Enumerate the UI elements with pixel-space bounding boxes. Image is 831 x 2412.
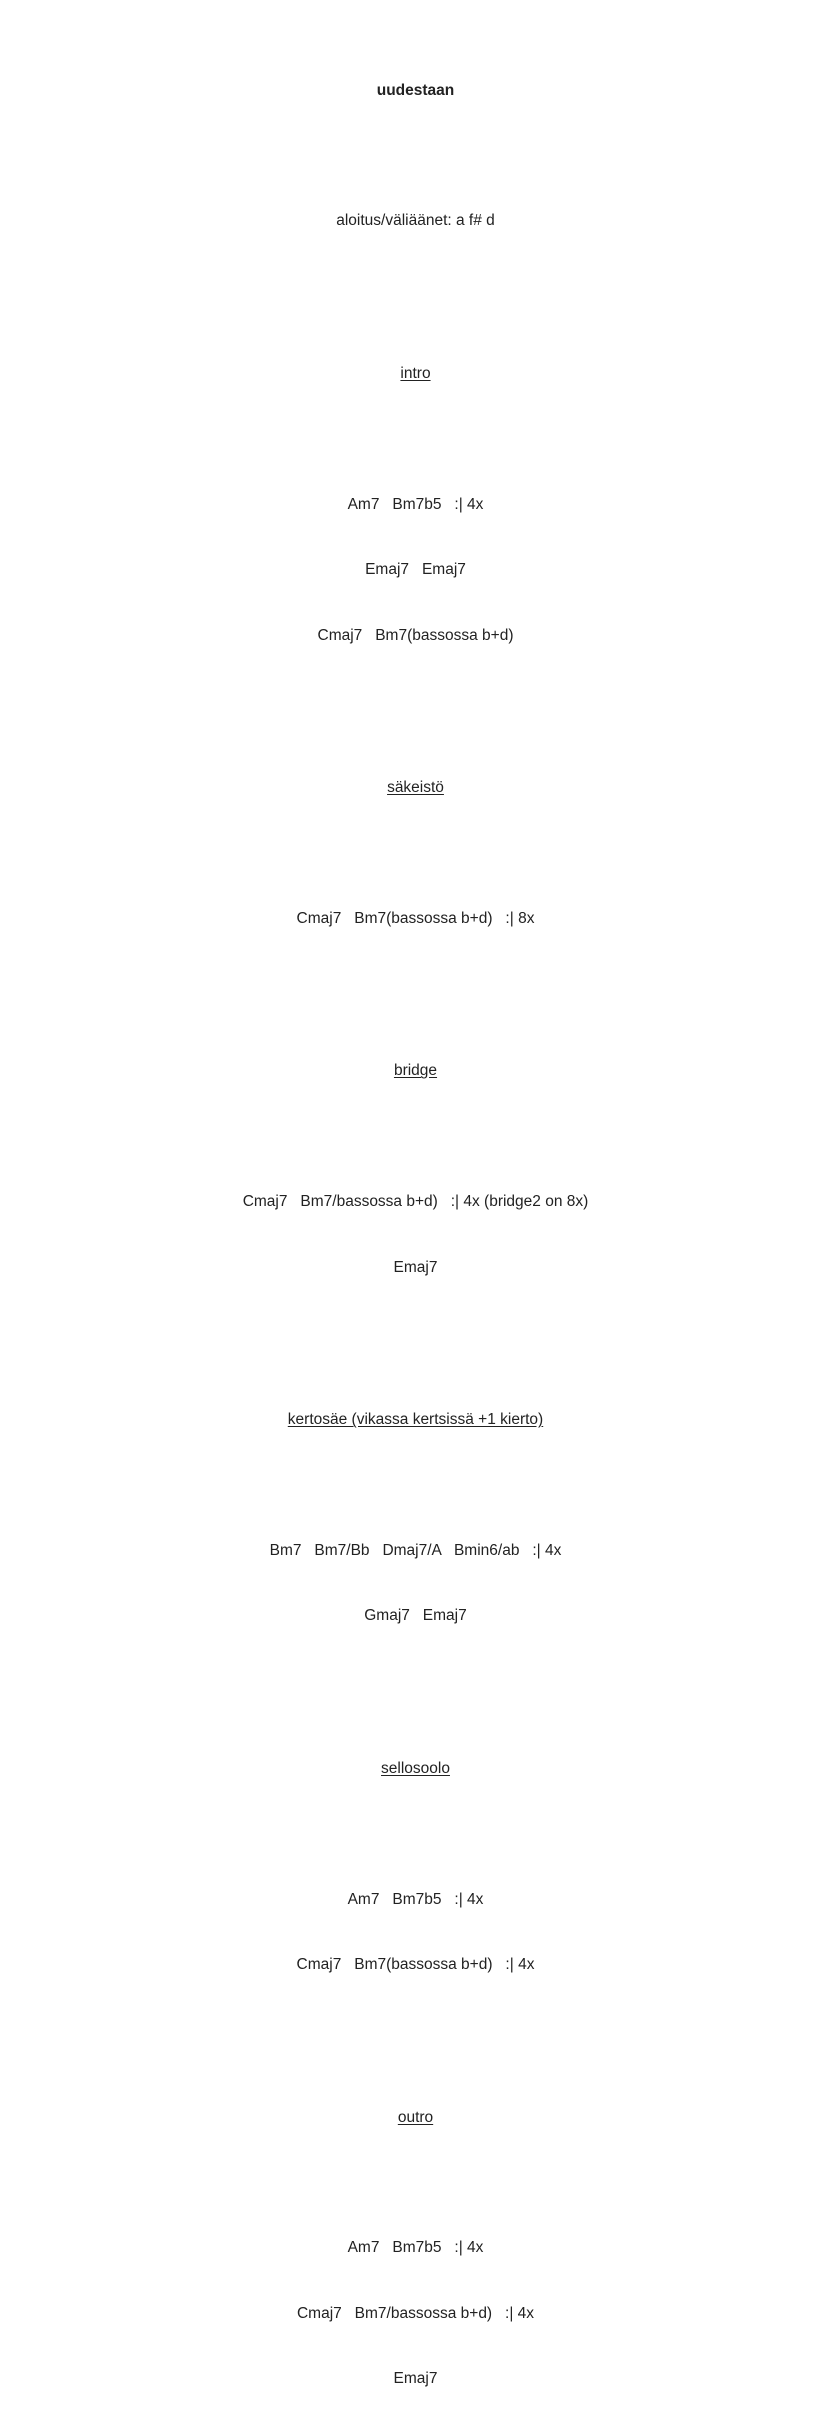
chord-line: Emaj7	[393, 1258, 438, 1276]
section-heading-outro: outro	[397, 2108, 434, 2126]
blank-line	[0, 428, 831, 450]
section-heading-verse: säkeistö	[387, 779, 444, 797]
section-heading-cello-solo: sellosoolo	[381, 1759, 450, 1777]
blank-line	[0, 690, 831, 712]
blank-line	[0, 145, 831, 167]
blank-line	[0, 973, 831, 995]
document-title: uudestaan	[376, 81, 455, 99]
chord-line: Gmaj7 Emaj7	[364, 1607, 467, 1625]
start-notes: aloitus/väliäänet: a f# d	[336, 212, 495, 230]
chord-line: Am7 Bm7b5 :| 4x	[347, 1890, 484, 1908]
chord-line: Cmaj7 Bm7/bassossa b+d) :| 4x (bridge2 on 8x)	[242, 1193, 589, 1211]
chord-line: Am7 Bm7b5 :| 4x	[347, 495, 484, 513]
blank-line	[0, 276, 831, 298]
chord-line: Cmaj7 Bm7(bassossa b+d) :| 8x	[296, 909, 535, 927]
section-heading-intro: intro	[400, 364, 431, 382]
chord-line: Cmaj7 Bm7/bassossa b+d) :| 4x	[296, 2304, 535, 2322]
blank-line	[0, 2020, 831, 2042]
blank-line	[0, 1823, 831, 1845]
chord-line: Emaj7 Emaj7	[365, 561, 466, 579]
blank-line	[0, 1126, 831, 1148]
chord-line: Emaj7	[393, 2370, 438, 2388]
blank-line	[0, 1322, 831, 1344]
blank-line	[0, 1475, 831, 1497]
chord-sheet	[0, 36, 831, 2412]
section-heading-bridge: bridge	[393, 1062, 438, 1080]
section-heading-chorus: kertosäe (vikassa kertsissä +1 kierto)	[287, 1411, 544, 1429]
blank-line	[0, 1671, 831, 1693]
chord-line: Am7 Bm7b5 :| 4x	[347, 2239, 484, 2257]
chord-line: Cmaj7 Bm7(bassossa b+d) :| 4x	[296, 1956, 535, 1974]
blank-line	[0, 842, 831, 864]
chord-line: Cmaj7 Bm7(bassossa b+d)	[317, 626, 514, 644]
chord-line: Bm7 Bm7/Bb Dmaj7/A Bmin6/ab :| 4x	[269, 1541, 562, 1559]
blank-line	[0, 2172, 831, 2194]
